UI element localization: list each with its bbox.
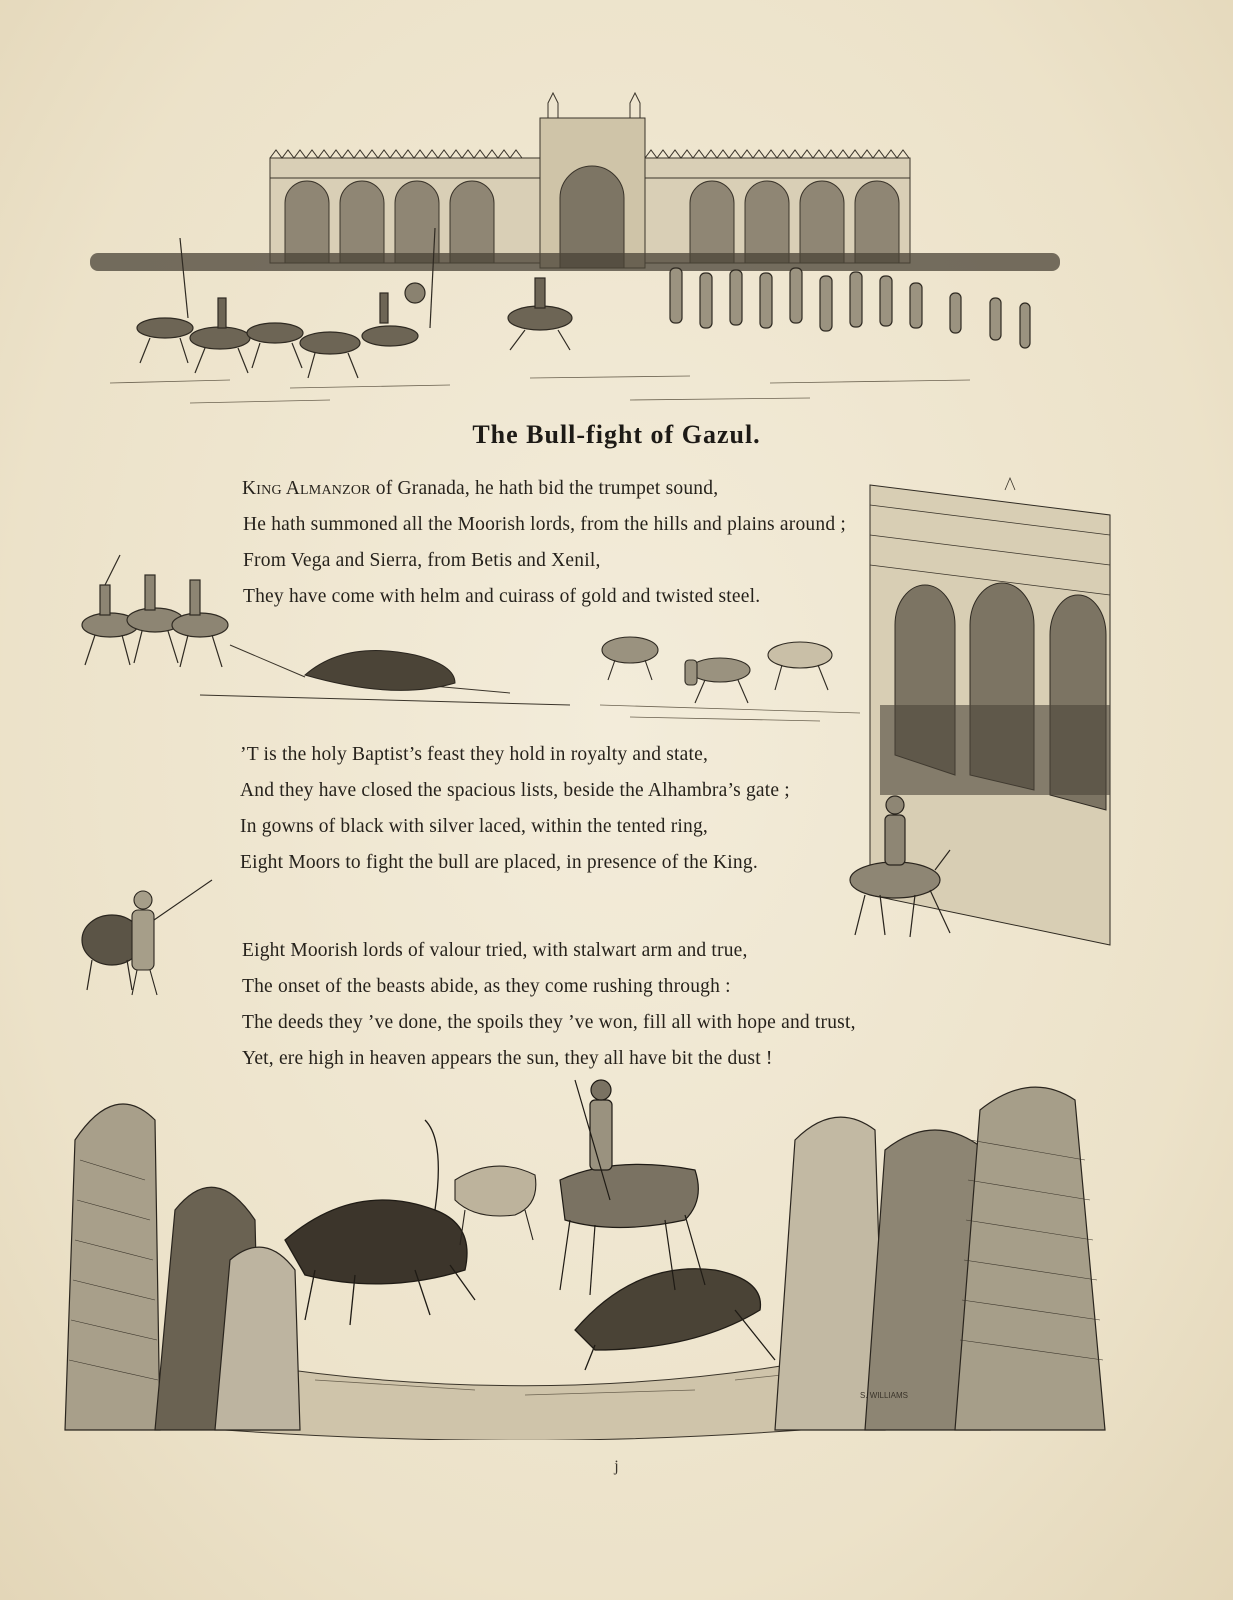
matador-engraving [72, 870, 232, 1010]
stanza-3-line-4: Yet, ere high in heaven appears the sun, they all have bit the dust ! [242, 1048, 773, 1069]
king-gallery-engraving [810, 475, 1115, 965]
chariot-illustration [60, 545, 580, 725]
stanza-2-line-3: In gowns of black with silver laced, within the tented ring, [240, 816, 708, 837]
stanza-3-line-1: Eight Moorish lords of valour tried, with stalwart arm and true, [242, 940, 748, 961]
king-gallery-illustration [810, 475, 1115, 965]
matador-illustration [72, 870, 232, 1010]
line-rest: of Granada, he hath bid the trumpet sound, [370, 478, 719, 499]
stanza-1-line-3: From Vega and Sierra, from Betis and Xenil, [243, 550, 601, 571]
bullfight-engraving [55, 1060, 1115, 1440]
stanza-3-line-3: The deeds they ’ve done, the spoils they ’ve won, fill all with hope and trust, [242, 1012, 856, 1033]
stanza-3-line-2: The onset of the beasts abide, as they come rushing through : [242, 976, 731, 997]
chariot-engraving [60, 545, 580, 725]
engraver-signature: S. WILLIAMS [860, 1391, 909, 1400]
page-number: j [614, 1458, 619, 1475]
arena-procession-engraving [70, 88, 1080, 418]
stanza-1-line-2: He hath summoned all the Moorish lords, from the hills and plains around ; [243, 514, 846, 535]
stanza-2-line-2: And they have closed the spacious lists, beside the Alhambra’s gate ; [240, 780, 790, 801]
stanza-2-line-4: Eight Moors to fight the bull are placed, in presence of the King. [240, 852, 758, 873]
poem-title: The Bull-fight of Gazul. [472, 420, 761, 449]
stanza-1-line-1 [242, 478, 718, 500]
stanza-1-line-4: They have come with helm and cuirass of gold and twisted steel. [243, 586, 761, 607]
top-illustration [70, 88, 1080, 418]
opening-smallcaps: King Almanzor [242, 478, 371, 499]
stanza-2-line-1: ’T is the holy Baptist’s feast they hold in royalty and state, [240, 744, 709, 765]
bullfight-illustration [55, 1060, 1115, 1440]
